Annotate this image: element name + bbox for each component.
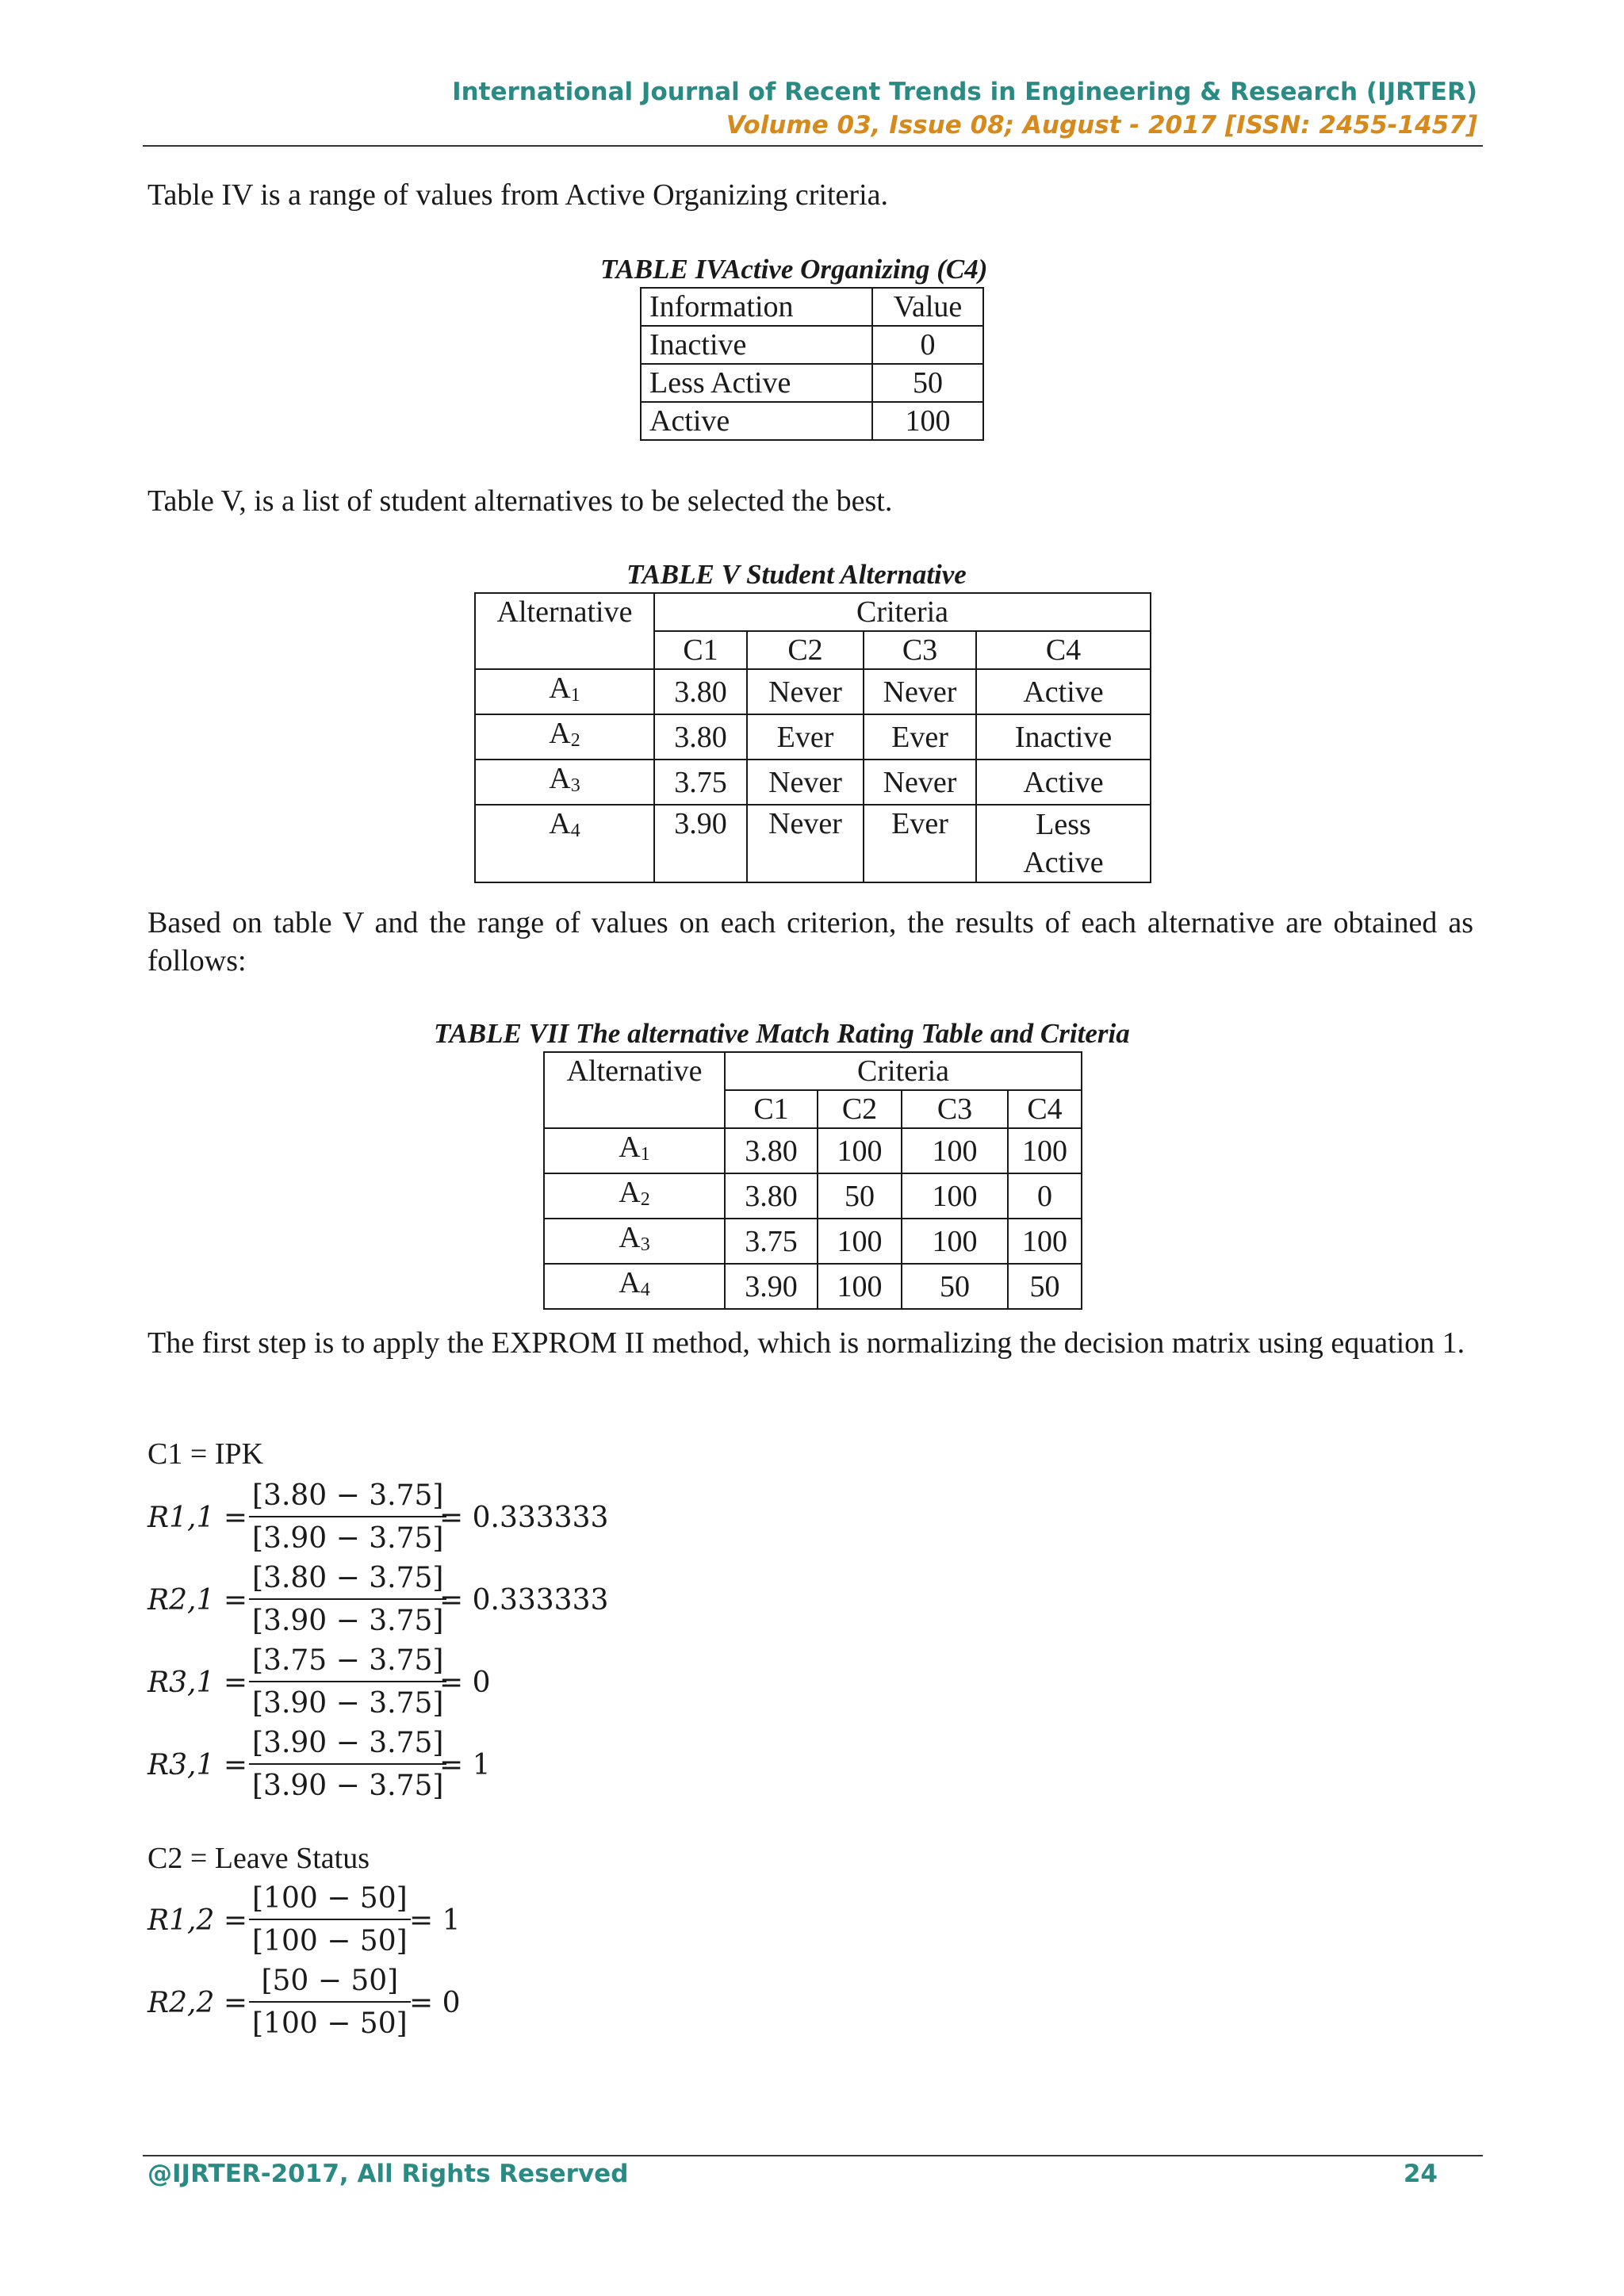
equation-numerator: [3.90 − 3.75] [252, 1727, 444, 1759]
alt-cell [544, 1128, 725, 1173]
table5-criteria-c3: C3 [864, 631, 976, 669]
table4-cell: 0 [872, 326, 983, 364]
table7-cell: 100 [902, 1173, 1008, 1219]
table5-cell: Never [747, 805, 864, 882]
equals-sign: = [223, 1502, 247, 1534]
table-row [475, 805, 1151, 882]
table4-cell: Active [641, 402, 872, 440]
table5-cell: Inactive [976, 714, 1151, 760]
alt-letter: A [549, 807, 571, 840]
alt-subscript: 4 [640, 1280, 650, 1300]
equation-denominator: [100 − 50] [252, 1925, 408, 1957]
table7-cell: 3.90 [725, 1264, 818, 1309]
table5-criteria-c1: C1 [654, 631, 747, 669]
alt-subscript: 2 [640, 1189, 650, 1210]
paragraph-1: Table IV is a range of values from Active Organizing criteria. [147, 178, 888, 212]
equation-rhs: = 1 [439, 1749, 491, 1781]
table5-cell: 3.80 [654, 714, 747, 760]
equation-denominator: [3.90 − 3.75] [252, 1687, 444, 1720]
equation-lhs [147, 1904, 247, 1937]
alt-letter: A [619, 1176, 641, 1209]
table5-cell: Never [864, 760, 976, 805]
table4-header-information: Information [641, 288, 872, 326]
alt-subscript: 1 [640, 1144, 650, 1165]
alt-subscript: 2 [570, 730, 580, 751]
equation-lhs-var: R1,1 [147, 1502, 215, 1534]
alt-letter: A [549, 717, 571, 750]
equals-sign: = [223, 1987, 247, 2019]
table7-cell: 50 [1008, 1264, 1082, 1309]
equation [147, 1559, 703, 1641]
table7-cell: 100 [818, 1264, 902, 1309]
alt-letter: A [619, 1221, 641, 1254]
equals-sign: = [223, 1904, 247, 1937]
alt-letter: A [549, 762, 571, 795]
equation [147, 1476, 703, 1559]
equation-rhs: = 0 [439, 1667, 491, 1699]
table-row [475, 669, 1151, 714]
alt-letter: A [619, 1266, 641, 1299]
table5-cell: 3.80 [654, 669, 747, 714]
table7-cell: 100 [1008, 1128, 1082, 1173]
table7-cell: 50 [902, 1264, 1008, 1309]
table5-cell: Ever [747, 714, 864, 760]
c1-label: C1 = IPK [147, 1437, 264, 1471]
table7-criteria-c3: C3 [902, 1090, 1008, 1128]
equals-sign: = [223, 1667, 247, 1699]
equation-denominator: [3.90 − 3.75] [252, 1605, 444, 1637]
equation-lhs-var: R1,2 [147, 1904, 215, 1937]
alt-cell [475, 760, 654, 805]
footer-rights: @IJRTER-2017, All Rights Reserved [147, 2160, 629, 2188]
equation-lhs [147, 1667, 247, 1699]
table7-cell: 100 [1008, 1219, 1082, 1264]
equation-fraction [249, 1641, 446, 1722]
equation-lhs [147, 1987, 247, 2019]
alt-subscript: 4 [570, 821, 580, 841]
alt-subscript: 3 [640, 1234, 650, 1255]
table-row [544, 1264, 1082, 1309]
alt-letter: A [549, 672, 571, 705]
table5-cell: Never [747, 760, 864, 805]
table5 [474, 592, 1151, 883]
equation [147, 1961, 703, 2044]
table7 [543, 1051, 1082, 1310]
table5-criteria-c2: C2 [747, 631, 864, 669]
equation [147, 1879, 703, 1961]
table5-header-alternative: Alternative [475, 593, 654, 669]
table7-header-row [544, 1052, 1082, 1090]
equation [147, 1641, 703, 1724]
alt-cell [475, 669, 654, 714]
table5-cell: 3.90 [654, 805, 747, 882]
paragraph-4: The first step is to apply the EXPROM II method, which is normalizing the decision matrix using equation 1. [147, 1326, 1465, 1360]
alt-letter: A [619, 1131, 641, 1164]
table5-cell: Ever [864, 805, 976, 882]
table7-header-alternative: Alternative [544, 1052, 725, 1128]
table5-caption: TABLE V Student Alternative [626, 559, 967, 590]
equation-rhs: = 0 [409, 1987, 461, 2019]
table7-cell: 0 [1008, 1173, 1082, 1219]
table5-cell: Never [864, 669, 976, 714]
equation-lhs-var: R2,2 [147, 1987, 215, 2019]
table-row [475, 714, 1151, 760]
table7-cell: 100 [902, 1128, 1008, 1173]
table4-cell: 100 [872, 402, 983, 440]
alt-subscript: 1 [570, 685, 580, 706]
equation-lhs-var: R2,1 [147, 1584, 215, 1617]
footer-rule [143, 2155, 1483, 2156]
table5-header-row [475, 593, 1151, 631]
table7-caption: TABLE VII The alternative Match Rating Table and Criteria [434, 1018, 1130, 1049]
table5-cell: Never [747, 669, 864, 714]
alt-cell [544, 1264, 725, 1309]
equation-fraction [249, 1879, 411, 1960]
table5-cell: Ever [864, 714, 976, 760]
equation-lhs-var: R3,1 [147, 1667, 215, 1699]
table7-cell: 100 [902, 1219, 1008, 1264]
equation-fraction [249, 1476, 446, 1557]
equation-numerator: [100 − 50] [252, 1882, 408, 1915]
table-row [475, 760, 1151, 805]
table7-criteria-c2: C2 [818, 1090, 902, 1128]
table7-criteria-c1: C1 [725, 1090, 818, 1128]
alt-subscript: 3 [570, 775, 580, 796]
equation-fraction [249, 1961, 411, 2042]
table4-header-value: Value [872, 288, 983, 326]
header-rule [143, 145, 1483, 147]
equals-sign: = [223, 1584, 247, 1617]
equation [147, 1724, 703, 1806]
table4-caption: TABLE IVActive Organizing (C4) [600, 254, 988, 285]
table7-cell: 100 [818, 1219, 902, 1264]
table-row [641, 402, 983, 440]
table7-criteria-c4: C4 [1008, 1090, 1082, 1128]
table5-header-criteria: Criteria [654, 593, 1151, 631]
paragraph-3: Based on table V and the range of values on each criterion, the results of each alternative are obtained as follows: [147, 906, 1473, 978]
equation-denominator: [100 − 50] [252, 2007, 408, 2040]
table7-cell: 3.80 [725, 1128, 818, 1173]
journal-volume: Volume 03, Issue 08; August - 2017 [ISSN: 2455-1457] [726, 111, 1477, 140]
equation-lhs [147, 1749, 247, 1781]
table7-cell: 100 [818, 1128, 902, 1173]
alt-cell [475, 714, 654, 760]
equation-lhs-var: R3,1 [147, 1749, 215, 1781]
equation-numerator: [3.80 − 3.75] [252, 1479, 444, 1512]
table4-header-row [641, 288, 983, 326]
journal-title: International Journal of Recent Trends in Engineering & Research (IJRTER) [452, 78, 1477, 106]
table-row [641, 364, 983, 402]
table5-cell: Active [976, 669, 1151, 714]
table-row [641, 326, 983, 364]
table5-cell-line1: Less [1036, 808, 1091, 841]
equation-numerator: [3.80 − 3.75] [252, 1562, 444, 1594]
table4-cell: 50 [872, 364, 983, 402]
table4 [640, 287, 984, 441]
table5-cell [976, 805, 1151, 882]
table-row [544, 1128, 1082, 1173]
table-row [544, 1219, 1082, 1264]
equation-lhs [147, 1584, 247, 1617]
page-number: 24 [1403, 2160, 1438, 2188]
table7-cell: 3.80 [725, 1173, 818, 1219]
equation-numerator: [3.75 − 3.75] [252, 1644, 444, 1677]
equation-denominator: [3.90 − 3.75] [252, 1770, 444, 1802]
table7-header-criteria: Criteria [725, 1052, 1082, 1090]
table5-cell-line2: Active [1023, 846, 1104, 879]
equation-rhs: = 0.333333 [439, 1584, 609, 1617]
alt-cell [544, 1219, 725, 1264]
table5-cell: 3.75 [654, 760, 747, 805]
equation-rhs: = 0.333333 [439, 1502, 609, 1534]
paragraph-2: Table V, is a list of student alternatives to be selected the best. [147, 484, 893, 518]
alt-cell [544, 1173, 725, 1219]
equation-fraction [249, 1724, 446, 1804]
equation-numerator: [50 − 50] [261, 1965, 399, 1997]
c2-label: C2 = Leave Status [147, 1842, 370, 1875]
table4-cell: Less Active [641, 364, 872, 402]
table5-criteria-c4: C4 [976, 631, 1151, 669]
equation-fraction [249, 1559, 446, 1640]
equation-denominator: [3.90 − 3.75] [252, 1522, 444, 1555]
table7-cell: 3.75 [725, 1219, 818, 1264]
table4-cell: Inactive [641, 326, 872, 364]
equation-lhs [147, 1502, 247, 1534]
equation-rhs: = 1 [409, 1904, 461, 1937]
equals-sign: = [223, 1749, 247, 1781]
table-row [544, 1173, 1082, 1219]
alt-cell [475, 805, 654, 882]
table5-cell: Active [976, 760, 1151, 805]
table7-cell: 50 [818, 1173, 902, 1219]
